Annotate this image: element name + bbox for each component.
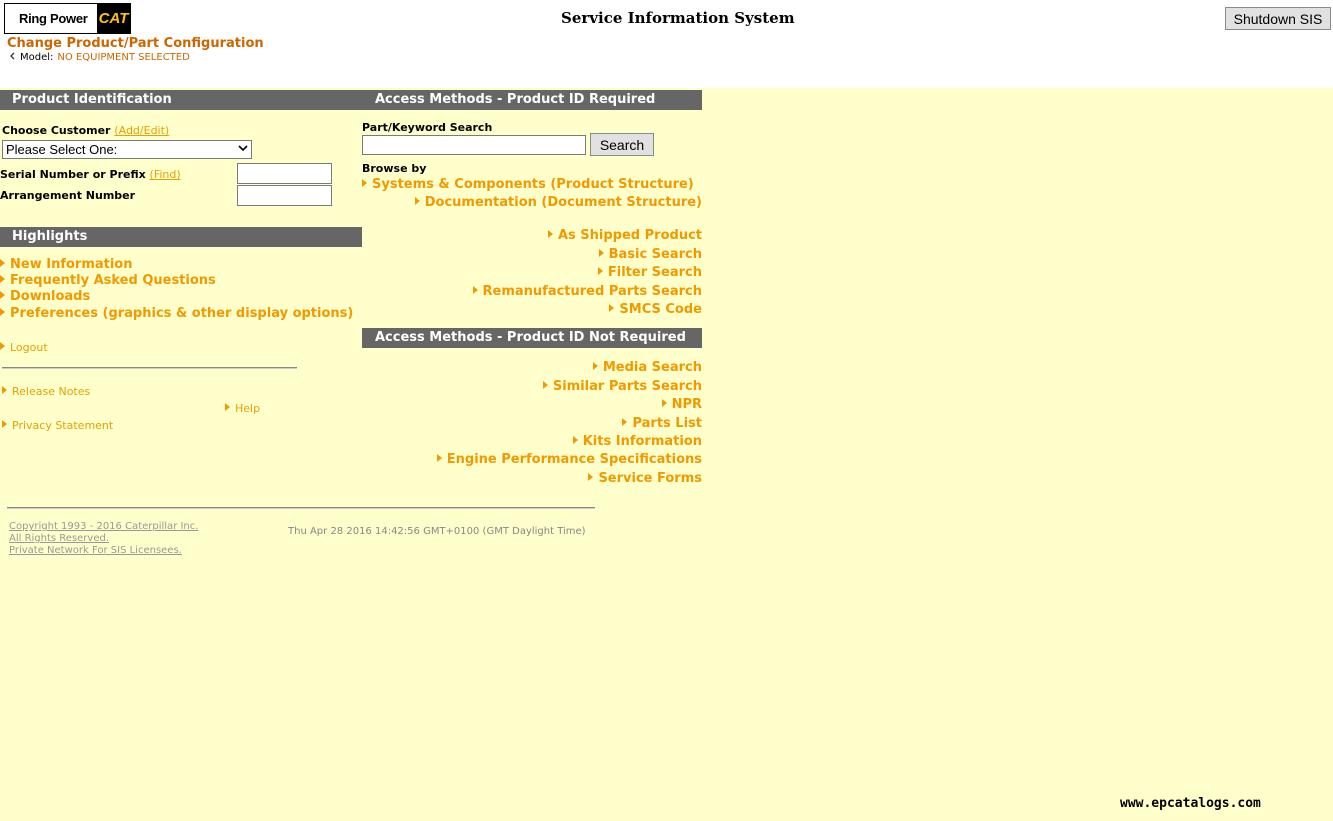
preferences-label: Preferences (graphics & other display options) <box>10 306 354 321</box>
remanufactured-parts-search-link[interactable] <box>473 284 702 299</box>
arrow-right-icon <box>588 473 593 481</box>
arrow-right-icon <box>225 403 230 411</box>
back-arrow-icon[interactable] <box>9 52 16 60</box>
arrow-right-icon <box>548 230 553 238</box>
find-serial-link[interactable]: (Find) <box>149 168 181 181</box>
shutdown-sis-button[interactable]: Shutdown SIS <box>1225 7 1331 30</box>
media-search-link[interactable] <box>593 360 702 375</box>
arrow-right-icon <box>2 386 7 394</box>
logout-link[interactable] <box>0 341 48 354</box>
new-information-link[interactable] <box>0 257 133 272</box>
copyright-line: Copyright 1993 - 2016 Caterpillar Inc. <box>9 521 199 532</box>
similar-parts-search-label: Similar Parts Search <box>552 379 702 394</box>
serial-number-input[interactable] <box>237 163 332 184</box>
media-search-label: Media Search <box>602 360 702 375</box>
downloads-label: Downloads <box>10 289 91 304</box>
npr-link[interactable] <box>662 397 702 412</box>
chevron-down-icon <box>238 143 248 153</box>
similar-parts-search-link[interactable] <box>543 379 702 394</box>
watermark: www.epcatalogs.com <box>1120 796 1261 811</box>
search-button[interactable]: Search <box>590 133 654 156</box>
arrow-right-icon <box>0 342 5 350</box>
arrow-right-icon <box>362 179 367 187</box>
new-information-label: New Information <box>10 257 133 272</box>
arrow-right-icon <box>0 259 5 267</box>
arrow-right-icon <box>0 275 5 283</box>
release-notes-link[interactable] <box>2 385 90 398</box>
arrow-right-icon <box>543 381 548 389</box>
choose-customer-label <box>2 124 169 137</box>
arrow-right-icon <box>593 362 598 370</box>
arrow-right-icon <box>473 286 478 294</box>
arrow-right-icon <box>437 454 442 462</box>
customer-select-value: Please Select One: <box>6 142 118 157</box>
arrow-right-icon <box>0 291 5 299</box>
model-line <box>9 52 190 63</box>
customer-select[interactable] <box>2 140 252 159</box>
product-identification-heading: Product Identification <box>0 90 362 110</box>
divider <box>2 367 297 369</box>
serial-number-text: Serial Number or Prefix <box>0 168 146 181</box>
faq-label: Frequently Asked Questions <box>10 273 216 288</box>
filter-search-label: Filter Search <box>607 265 702 280</box>
arrow-right-icon <box>599 249 604 257</box>
as-shipped-product-link[interactable] <box>548 228 702 243</box>
npr-label: NPR <box>671 397 702 412</box>
access-required-heading: Access Methods - Product ID Required <box>362 90 702 110</box>
arrow-right-icon <box>622 418 627 426</box>
arrow-right-icon <box>415 197 420 205</box>
dealer-logo <box>4 3 131 34</box>
arrangement-number-label: Arrangement Number <box>0 189 136 202</box>
copyright-block[interactable] <box>9 521 198 557</box>
keyword-search-input[interactable] <box>362 135 586 155</box>
highlights-heading: Highlights <box>0 227 362 247</box>
service-forms-link[interactable] <box>588 471 702 486</box>
service-forms-label: Service Forms <box>598 471 702 486</box>
parts-list-label: Parts List <box>632 416 702 431</box>
smcs-code-link[interactable] <box>609 302 702 317</box>
kits-information-link[interactable] <box>573 434 702 449</box>
logout-label: Logout <box>10 341 48 354</box>
systems-components-label: Systems & Components (Product Structure) <box>372 177 694 192</box>
filter-search-link[interactable] <box>598 265 702 280</box>
add-edit-customer-link[interactable]: (Add/Edit) <box>114 124 170 137</box>
choose-customer-text: Choose Customer <box>2 124 111 137</box>
arrow-right-icon <box>2 420 7 428</box>
documentation-link[interactable] <box>415 195 702 210</box>
serial-number-label <box>0 168 181 181</box>
arrow-right-icon <box>609 304 614 312</box>
arrangement-number-input[interactable] <box>237 185 332 206</box>
access-not-required-heading: Access Methods - Product ID Not Required <box>362 328 702 348</box>
change-configuration-link[interactable]: Change Product/Part Configuration <box>7 36 264 51</box>
arrow-right-icon <box>662 399 667 407</box>
release-notes-label: Release Notes <box>12 385 91 398</box>
keyword-search-label: Part/Keyword Search <box>362 121 493 134</box>
timestamp: Thu Apr 28 2016 14:42:56 GMT+0100 (GMT Daylight Time) <box>288 526 586 537</box>
copyright-line: All Rights Reserved. <box>9 533 110 544</box>
copyright-line: Private Network For SIS Licensees. <box>9 545 182 556</box>
browse-by-label: Browse by <box>362 162 427 175</box>
arrow-right-icon <box>598 267 603 275</box>
downloads-link[interactable] <box>0 289 90 304</box>
page-title: Service Information System <box>561 9 795 27</box>
engine-performance-specifications-link[interactable] <box>437 452 702 467</box>
preferences-link[interactable] <box>0 306 353 321</box>
arrow-right-icon <box>0 308 5 316</box>
parts-list-link[interactable] <box>622 416 702 431</box>
privacy-statement-label: Privacy Statement <box>12 419 114 432</box>
remanufactured-parts-search-label: Remanufactured Parts Search <box>482 284 702 299</box>
kits-information-label: Kits Information <box>582 434 702 449</box>
basic-search-label: Basic Search <box>608 247 702 262</box>
faq-link[interactable] <box>0 273 216 288</box>
help-link[interactable] <box>225 402 260 415</box>
model-label: Model: <box>20 52 54 63</box>
as-shipped-product-label: As Shipped Product <box>557 228 702 243</box>
model-value: NO EQUIPMENT SELECTED <box>57 52 190 63</box>
arrow-right-icon <box>573 436 578 444</box>
help-label: Help <box>235 402 261 415</box>
footer-divider <box>7 507 595 509</box>
privacy-statement-link[interactable] <box>2 419 113 432</box>
dealer-logo-text: Ring Power <box>19 11 88 26</box>
systems-components-link[interactable] <box>362 177 694 192</box>
cat-logo: CAT <box>97 4 130 33</box>
smcs-code-label: SMCS Code <box>619 302 702 317</box>
basic-search-link[interactable] <box>599 247 702 262</box>
documentation-label: Documentation (Document Structure) <box>424 195 702 210</box>
engine-performance-specifications-label: Engine Performance Specifications <box>446 452 702 467</box>
